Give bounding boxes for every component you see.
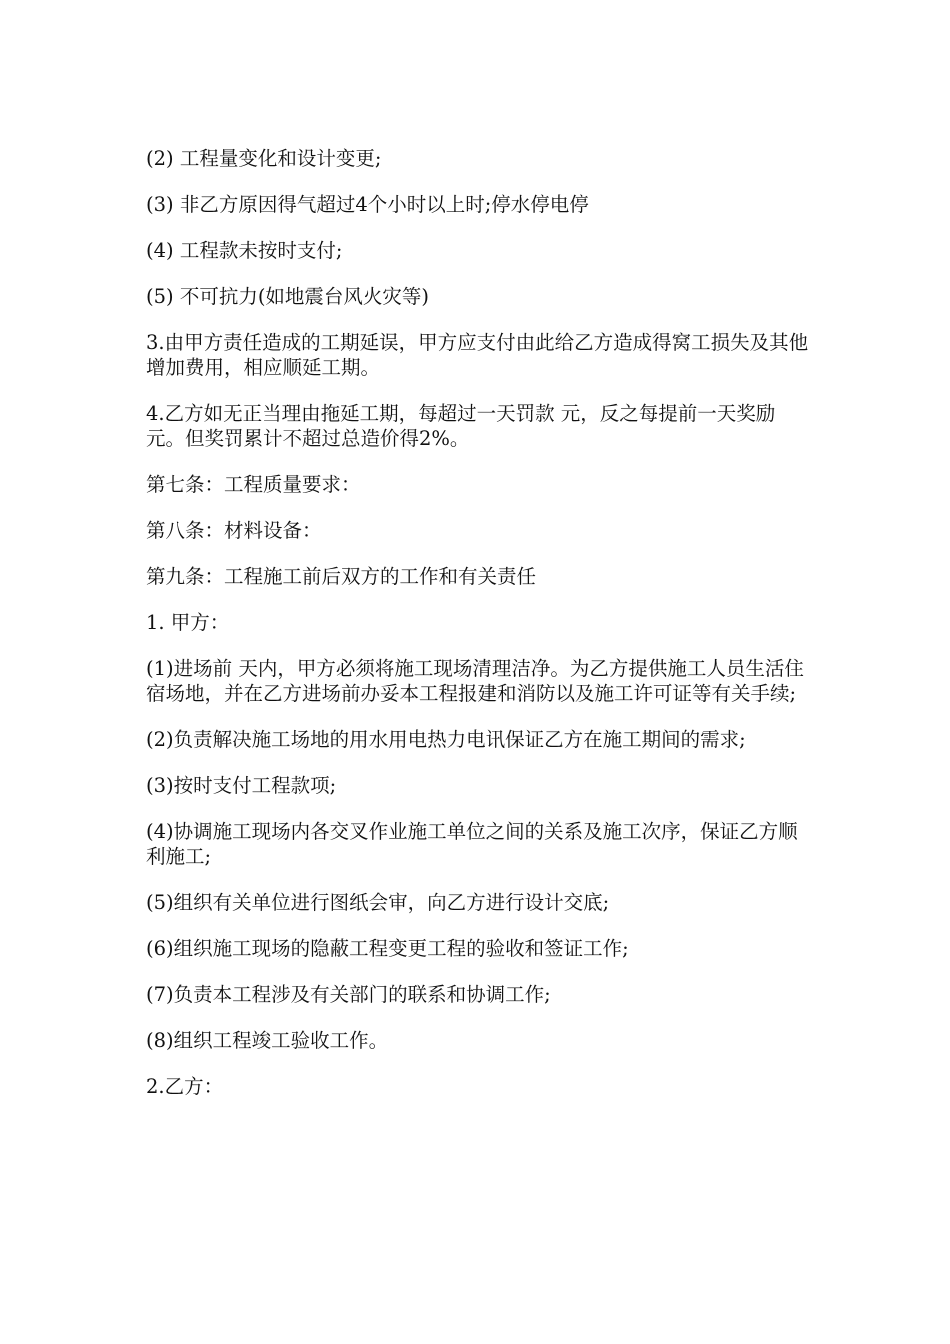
- article-heading: 第九条：工程施工前后双方的工作和有关责任: [146, 565, 537, 588]
- clause-item: (8)组织工程竣工验收工作。: [146, 1029, 389, 1052]
- clause-item: (2)负责解决施工场地的用水用电热力电讯保证乙方在施工期间的需求;: [146, 728, 746, 751]
- article-heading: 第八条：材料设备：: [146, 519, 322, 542]
- clause-item: (4) 工程款未按时支付;: [146, 239, 343, 262]
- clause-paragraph: 3.由甲方责任造成的工期延误，甲方应支付由此给乙方造成得窝工损失及其他增加费用，相应顺延工期。: [146, 331, 809, 379]
- clause-item: (7)负责本工程涉及有关部门的联系和协调工作;: [146, 983, 551, 1006]
- clause-item: (6)组织施工现场的隐蔽工程变更工程的验收和签证工作;: [146, 937, 629, 960]
- clause-item: (3)按时支付工程款项;: [146, 774, 337, 797]
- clause-item: (3) 非乙方原因得气超过4个小时以上时;停水停电停: [146, 193, 589, 216]
- party-heading: 2.乙方：: [146, 1075, 224, 1098]
- party-heading: 1. 甲方：: [146, 611, 230, 634]
- clause-item: (1)进场前 天内，甲方必须将施工现场清理洁净。为乙方提供施工人员生活住宿场地，并在乙方进场前办妥本工程报建和消防以及施工许可证等有关手续;: [146, 657, 804, 705]
- article-heading: 第七条：工程质量要求：: [146, 473, 361, 496]
- clause-item: (5)组织有关单位进行图纸会审，向乙方进行设计交底;: [146, 891, 610, 914]
- clause-item: (2) 工程量变化和设计变更;: [146, 147, 382, 170]
- clause-paragraph: 4.乙方如无正当理由拖延工期，每超过一天罚款 元，反之每提前一天奖励 元。但奖罚累计不超过总造价得2%。: [146, 402, 782, 450]
- clause-item: (4)协调施工现场内各交叉作业施工单位之间的关系及施工次序，保证乙方顺利施工;: [146, 820, 798, 868]
- clause-item: (5) 不可抗力(如地震台风火灾等): [146, 285, 430, 308]
